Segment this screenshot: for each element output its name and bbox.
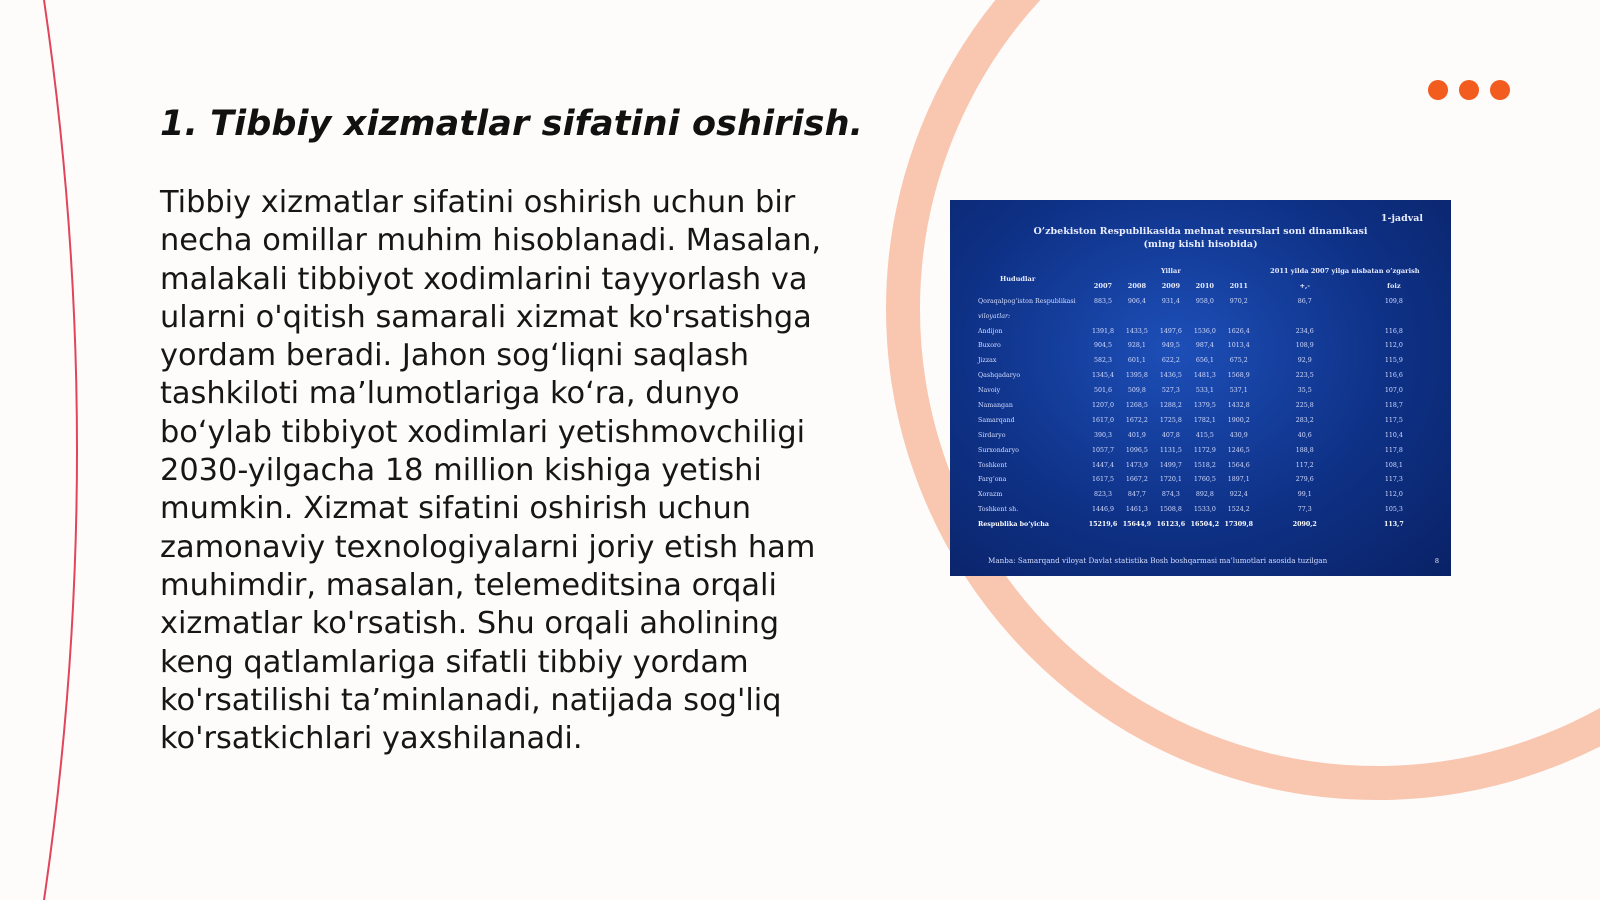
table-row (978, 309, 1434, 324)
row-name: Farg‘ona (978, 476, 1007, 484)
row-name: Respublika bo‘yicha (978, 521, 1049, 529)
statistics-table-image (950, 200, 1451, 576)
table-cell: 234,6 (1295, 327, 1314, 335)
row-name: Namangan (978, 401, 1013, 409)
table-title-line2: (ming kishi hisobida) (1143, 238, 1258, 250)
table-row (978, 443, 1434, 458)
table-cell: 279,6 (1295, 476, 1314, 484)
table-cell: 407,8 (1161, 431, 1180, 439)
table-cell: 115,9 (1384, 357, 1403, 365)
table-cell: 1473,9 (1125, 461, 1148, 469)
table-cell: 1481,3 (1193, 372, 1216, 380)
table-cell: 401,9 (1127, 431, 1146, 439)
table-cell: 1782,1 (1193, 416, 1216, 424)
table-row (978, 398, 1434, 413)
table-cell (1256, 309, 1354, 324)
table-cell: 656,1 (1195, 357, 1214, 365)
table-cell: 112,0 (1384, 491, 1403, 499)
table-header-row (978, 264, 1434, 279)
table-row (978, 458, 1434, 473)
row-name: Xorazm (978, 491, 1003, 499)
row-name: Jizzax (978, 357, 997, 365)
table-cell: 92,9 (1297, 357, 1312, 365)
table-cell: 1499,7 (1159, 461, 1182, 469)
table-cell: 117,2 (1295, 461, 1314, 469)
table-row (978, 413, 1434, 428)
menu-dots[interactable] (1428, 80, 1510, 100)
table-cell: 117,8 (1384, 446, 1403, 454)
slide-body-text: Tibbiy xizmatlar sifatini oshirish uchun bir necha omillar muhim hisoblanadi. Masalan, malakali tibbiyot xodimlarini tayyorlash va ularni o'qitish samarali xizmat ko'rsatishga yordam beradi. Jahon sog‘liqni saqlash tashkiloti ma’lumotlariga ko‘ra, dunyo bo‘ylab tibbiyot xodimlari yetishmovchiligi 2030-yilgacha 18 million kishiga yetishi mumkin. Xizmat sifatini oshirish uchun zamonaviy texnologiyalarni joriy etish ham muhimdir, masalan, telemeditsina orqali xizmatlar ko'rsatish. Shu orqali aholining keng qatlamlariga sifatli tibbiy yordam ko'rsatilishi ta’minlanadi, natijada sog'liq ko'rsatkichlari yaxshilanadi. (160, 185, 822, 757)
table-cell: 970,2 (1229, 297, 1248, 305)
table-cell: 601,1 (1127, 357, 1146, 365)
table-cell: 112,0 (1384, 342, 1403, 350)
table-cell: 225,8 (1295, 401, 1314, 409)
table-cell: 86,7 (1297, 297, 1312, 305)
table-cell: 1436,5 (1159, 372, 1182, 380)
table-cell: 1391,8 (1091, 327, 1114, 335)
table-cell: 847,7 (1127, 491, 1146, 499)
table-cell: 1897,1 (1227, 476, 1250, 484)
table-cell: 931,4 (1161, 297, 1180, 305)
table-cell: 1057,7 (1091, 446, 1114, 454)
table-cell: 1433,5 (1125, 327, 1148, 335)
table-cell: 2090,2 (1292, 521, 1317, 529)
row-name: Buxoro (978, 342, 1001, 350)
dot-icon (1459, 80, 1479, 100)
table-cell: 874,3 (1161, 491, 1180, 499)
table-cell: 188,8 (1295, 446, 1314, 454)
slide-heading: 1. Tibbiy xizmatlar sifatini oshirish. (160, 104, 864, 144)
table-cell: 1533,0 (1193, 506, 1216, 514)
table-cell: 1617,5 (1091, 476, 1114, 484)
table-page-number: 8 (1434, 557, 1439, 565)
table-cell: 118,7 (1384, 401, 1403, 409)
table-cell: 527,3 (1161, 387, 1180, 395)
table-cell: 1568,9 (1227, 372, 1250, 380)
table-cell: 283,2 (1295, 416, 1314, 424)
table-row (978, 472, 1434, 487)
table-row (978, 324, 1434, 339)
table-title (950, 226, 1451, 251)
table-cell: 537,1 (1229, 387, 1248, 395)
dot-icon (1428, 80, 1448, 100)
header-region: Hududlar (1000, 274, 1036, 283)
table-cell: 1461,3 (1125, 506, 1148, 514)
table-cell: 1447,4 (1091, 461, 1114, 469)
table-tag: 1-jadval (1380, 213, 1423, 224)
table-cell: 892,8 (1195, 491, 1214, 499)
table-cell: 35,5 (1297, 387, 1312, 395)
table-cell: 1900,2 (1227, 416, 1250, 424)
table-cell: 1096,5 (1125, 446, 1148, 454)
header-2007: 2007 (1093, 282, 1113, 291)
table-cell: 116,8 (1384, 327, 1403, 335)
table-cell: 823,3 (1093, 491, 1112, 499)
table-cell (1354, 309, 1434, 324)
table-cell: 1207,0 (1091, 401, 1114, 409)
row-name: Toshkent (978, 461, 1007, 469)
table-row (978, 487, 1434, 502)
table-cell (1222, 309, 1256, 324)
table-cell: 117,5 (1384, 416, 1403, 424)
row-name: Toshkent sh. (978, 506, 1019, 514)
table-cell: 1617,0 (1091, 416, 1114, 424)
table-cell: 109,8 (1384, 297, 1403, 305)
table-cell (1120, 309, 1154, 324)
table-row (978, 353, 1434, 368)
table-cell: 1268,5 (1125, 401, 1148, 409)
table-cell: 1131,5 (1159, 446, 1182, 454)
row-name: Navoiy (978, 387, 1001, 395)
table-cell: 1508,8 (1159, 506, 1182, 514)
table-cell: 415,5 (1195, 431, 1214, 439)
table-cell: 1672,2 (1125, 416, 1148, 424)
table-cell: 113,7 (1384, 521, 1404, 529)
table-cell: 949,5 (1161, 342, 1180, 350)
row-name: Andijon (978, 327, 1003, 335)
table-cell: 1725,8 (1159, 416, 1182, 424)
header-change: 2011 yilda 2007 yilga nisbatan o’zgarish (1270, 267, 1420, 276)
dot-icon (1490, 80, 1510, 100)
header-years: Yillar (1160, 267, 1181, 276)
table-row (978, 294, 1434, 309)
table-cell: 622,2 (1161, 357, 1180, 365)
table-cell: 922,4 (1229, 491, 1248, 499)
row-name: Samarqand (978, 416, 1015, 424)
row-name: Surxondaryo (978, 446, 1019, 454)
row-name: viloyatlar: (978, 312, 1011, 320)
table-cell: 1497,6 (1159, 327, 1182, 335)
table-cell: 501,6 (1093, 387, 1112, 395)
table-cell: 117,3 (1384, 476, 1403, 484)
table-cell: 1524,2 (1227, 506, 1250, 514)
header-percent: foiz (1387, 282, 1401, 291)
table-cell: 533,1 (1195, 387, 1214, 395)
table-cell: 509,8 (1127, 387, 1146, 395)
table-cell: 15644,9 (1122, 521, 1152, 529)
table-cell: 430,9 (1229, 431, 1248, 439)
row-name: Qashqadaryo (978, 372, 1021, 380)
table-cell: 1172,9 (1193, 446, 1216, 454)
table-cell: 1760,5 (1193, 476, 1216, 484)
table-cell: 928,1 (1127, 342, 1146, 350)
table-cell: 99,1 (1297, 491, 1312, 499)
data-table (978, 264, 1434, 532)
table-source: Manba: Samarqand viloyat Davlat statistika Bosh boshqarmasi ma’lumotlari asosida tuzilgan (988, 556, 1328, 565)
table-row (978, 383, 1434, 398)
table-row (978, 338, 1434, 353)
table-cell (1086, 309, 1120, 324)
table-cell: 16123,6 (1156, 521, 1186, 529)
table-cell: 105,3 (1384, 506, 1403, 514)
table-cell: 1667,2 (1125, 476, 1148, 484)
table-cell: 108,1 (1384, 461, 1403, 469)
header-2011: 2011 (1229, 282, 1248, 291)
table-cell: 107,0 (1384, 387, 1403, 395)
table-cell (1188, 309, 1222, 324)
table-cell: 1536,0 (1193, 327, 1216, 335)
table-row (978, 502, 1434, 517)
table-cell: 116,6 (1384, 372, 1403, 380)
table-row (978, 368, 1434, 383)
table-cell: 1626,4 (1227, 327, 1250, 335)
table-cell: 582,3 (1093, 357, 1112, 365)
table-cell (1154, 309, 1188, 324)
table-cell: 223,5 (1295, 372, 1314, 380)
table-cell: 906,4 (1127, 297, 1146, 305)
table-cell: 1345,4 (1091, 372, 1114, 380)
table-cell: 1013,4 (1227, 342, 1250, 350)
left-curve-line (44, 0, 77, 900)
table-cell: 1720,1 (1159, 476, 1182, 484)
table-cell: 40,6 (1297, 431, 1312, 439)
table-cell: 390,3 (1093, 431, 1112, 439)
table-cell: 883,5 (1093, 297, 1112, 305)
header-2009: 2009 (1161, 282, 1181, 291)
table-row (978, 428, 1434, 443)
table-cell: 17309,8 (1224, 521, 1254, 529)
table-cell: 1564,6 (1227, 461, 1250, 469)
header-2010: 2010 (1195, 282, 1215, 291)
table-cell: 110,4 (1384, 431, 1403, 439)
table-title-line1: O’zbekiston Respublikasida mehnat resurslari soni dinamikasi (1033, 226, 1368, 237)
row-name: Sirdaryo (978, 431, 1006, 439)
table-cell: 1288,2 (1159, 401, 1182, 409)
table-cell: 1518,2 (1193, 461, 1216, 469)
table-cell: 108,9 (1295, 342, 1314, 350)
table-row (978, 517, 1434, 532)
table-cell: 1246,5 (1227, 446, 1250, 454)
header-plusminus: +,- (1299, 282, 1311, 291)
table-cell: 675,2 (1229, 357, 1248, 365)
row-name: Qoraqalpog‘iston Respublikasi (978, 297, 1076, 305)
table-cell: 904,5 (1093, 342, 1112, 350)
table-cell: 16504,2 (1190, 521, 1220, 529)
header-2008: 2008 (1127, 282, 1147, 291)
table-cell: 958,0 (1195, 297, 1214, 305)
table-cell: 987,4 (1195, 342, 1214, 350)
table-cell: 1446,9 (1091, 506, 1114, 514)
table-cell: 1395,8 (1125, 372, 1148, 380)
table-cell: 1432,8 (1227, 401, 1250, 409)
table-cell: 1379,5 (1193, 401, 1216, 409)
table-body (978, 294, 1434, 532)
table-cell: 15219,6 (1088, 521, 1118, 529)
table-cell: 77,3 (1297, 506, 1312, 514)
